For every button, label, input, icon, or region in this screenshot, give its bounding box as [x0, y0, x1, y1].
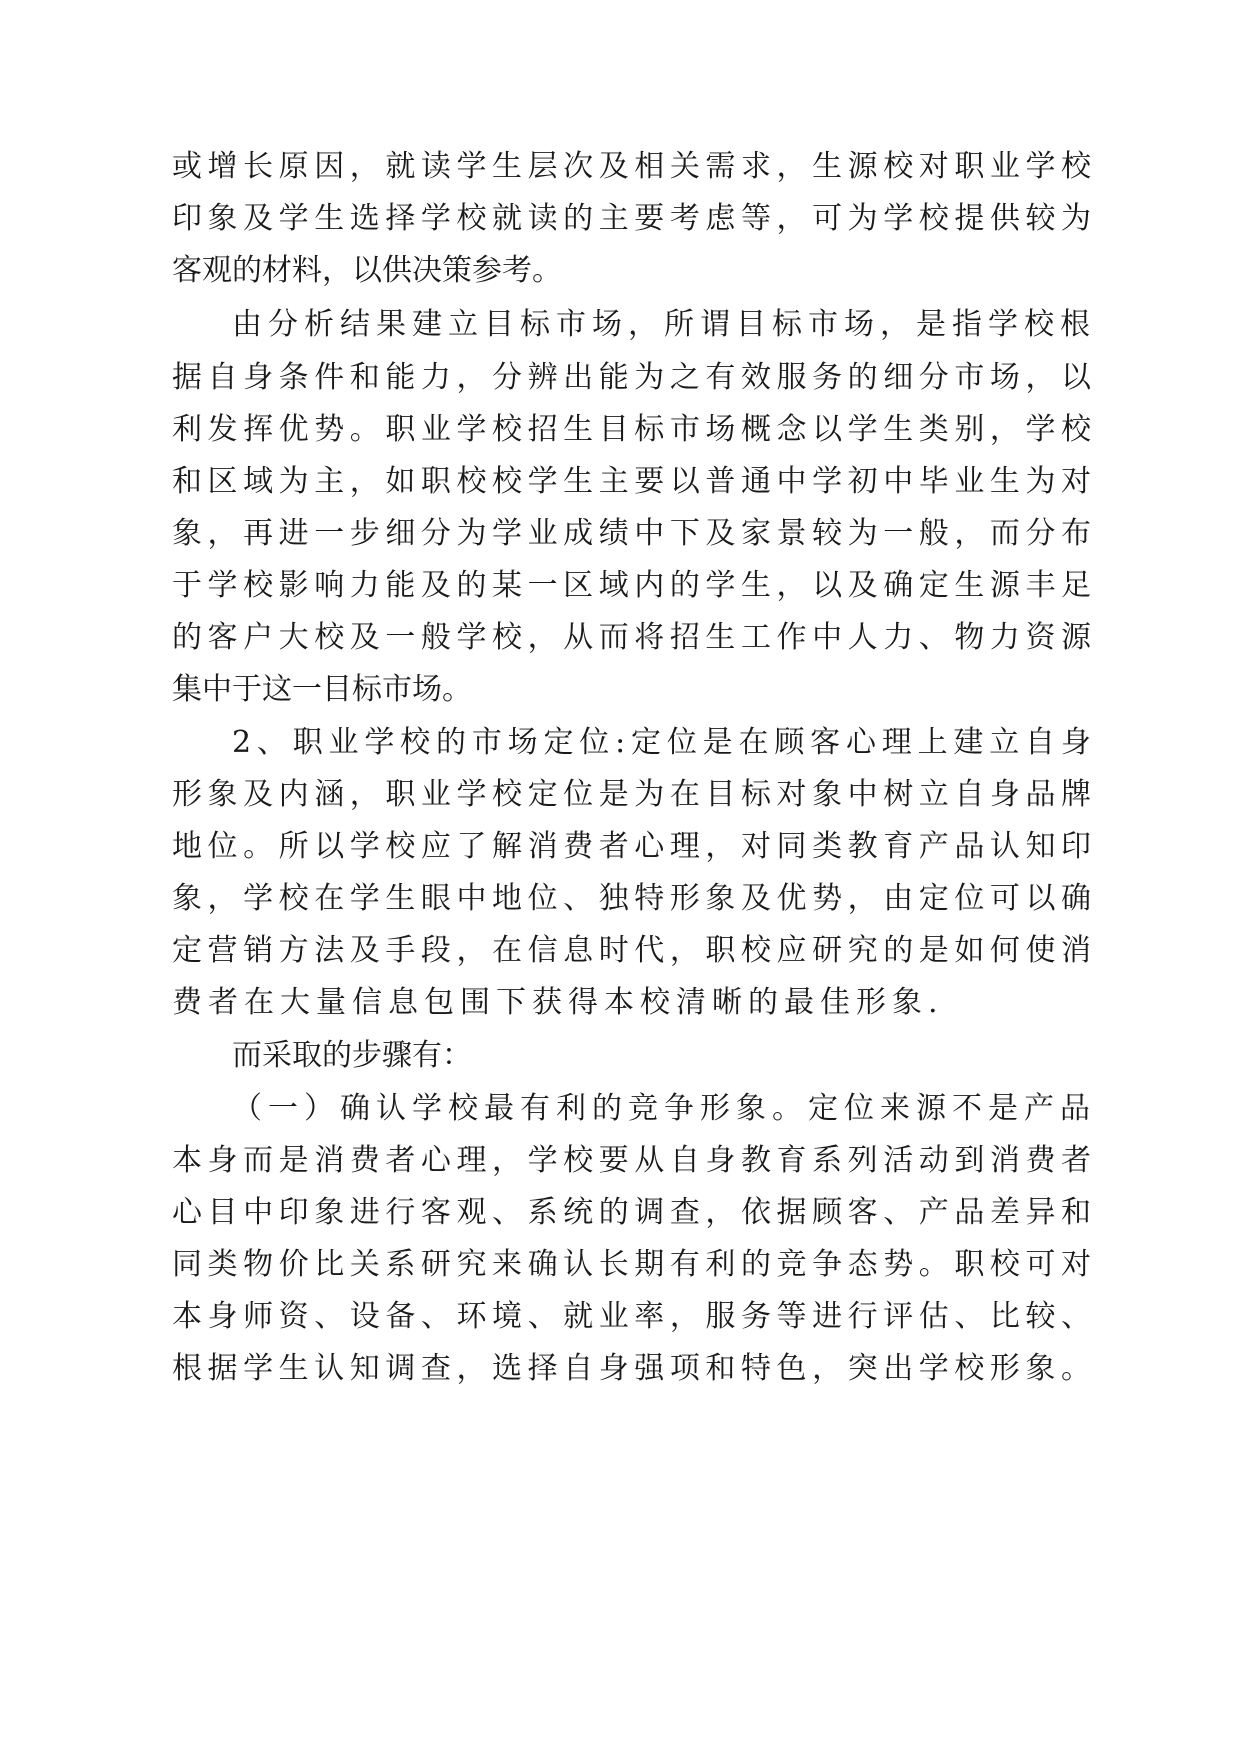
- text-line: 定营销方法及手段，在信息时代，职校应研究的是如何使消: [172, 933, 1097, 968]
- text-line: 同类物价比关系研究来确认长期有利的竞争态势。职校可对: [172, 1247, 1097, 1282]
- text-line: 和区域为主，如职校校学生主要以普通中学初中毕业生为对: [172, 464, 1097, 499]
- text-line: 本身师资、设备、环境、就业率，服务等进行评估、比较、: [172, 1299, 1097, 1334]
- paragraph-first-line: 2、职业学校的市场定位:定位是在顾客心理上建立自身: [232, 725, 1097, 760]
- text-line: 地位。所以学校应了解消费者心理，对同类教育产品认知印: [172, 829, 1097, 864]
- text-line: 于学校影响力能及的某一区域内的学生，以及确定生源丰足: [172, 568, 1097, 603]
- text-line: 象，学校在学生眼中地位、独特形象及优势，由定位可以确: [172, 881, 1097, 916]
- text-line: 集中于这一目标市场。: [172, 672, 472, 707]
- text-line: 根据学生认知调查，选择自身强项和特色，突出学校形象。: [172, 1351, 1097, 1386]
- paragraph-first-line: （一）确认学校最有利的竞争形象。定位来源不是产品: [232, 1091, 1096, 1126]
- text-line: 的客户大校及一般学校，从而将招生工作中人力、物力资源: [172, 620, 1097, 655]
- paragraph-first-line: 而采取的步骤有：: [232, 1038, 472, 1073]
- text-line: 形象及内涵，职业学校定位是为在目标对象中树立自身品牌: [172, 777, 1097, 812]
- text-line: 心目中印象进行客观、系统的调查，依据顾客、产品差异和: [172, 1195, 1097, 1230]
- text-line: 客观的材料，以供决策参考。: [172, 253, 562, 288]
- text-line: 象，再进一步细分为学业成绩中下及家景较为一般，而分布: [172, 516, 1097, 551]
- text-line: 据自身条件和能力，分辨出能为之有效服务的细分市场，以: [172, 360, 1097, 395]
- text-line: 本身而是消费者心理，学校要从自身教育系列活动到消费者: [172, 1143, 1097, 1178]
- text-line: 印象及学生选择学校就读的主要考虑等，可为学校提供较为: [172, 201, 1097, 236]
- text-line: 利发挥优势。职业学校招生目标市场概念以学生类别，学校: [172, 412, 1097, 447]
- text-line: 费者在大量信息包围下获得本校清晰的最佳形象.: [172, 985, 944, 1020]
- text-line: 或增长原因，就读学生层次及相关需求，生源校对职业学校: [172, 149, 1097, 184]
- paragraph-first-line: 由分析结果建立目标市场，所谓目标市场，是指学校根: [232, 307, 1096, 342]
